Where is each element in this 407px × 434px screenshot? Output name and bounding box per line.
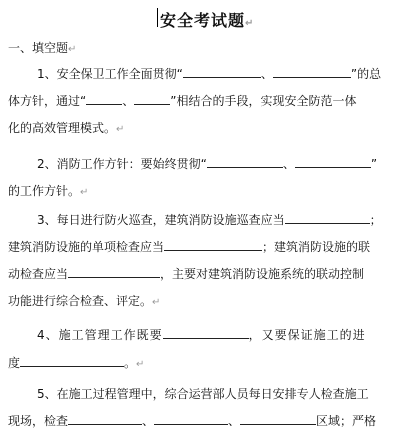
fill-blank[interactable]	[163, 327, 249, 339]
q1-text-a: 1、安全保卫工作全面贯彻“	[37, 67, 183, 81]
q4-line-1	[37, 327, 398, 343]
title-text: 安全考试题	[160, 11, 246, 30]
q3-text-f: ，主要对建筑消防设施系统的联动控制	[160, 267, 365, 281]
q3-text-c: 建筑消防设施的单项检查应当	[8, 240, 165, 254]
fill-blank[interactable]	[20, 355, 124, 367]
q3-line-3	[8, 266, 398, 282]
q4-line-2	[8, 355, 144, 373]
fill-blank[interactable]	[273, 66, 351, 78]
q3-text-b: ；	[369, 213, 382, 227]
q2-text-b: ”	[370, 157, 378, 171]
fill-blank[interactable]	[285, 212, 370, 224]
q4-text-c: 度	[8, 356, 21, 370]
page-title	[160, 8, 254, 31]
q1-separator: 、	[122, 94, 135, 108]
q3-text-e: 动检查应当	[8, 267, 69, 281]
q1-text-e: 化的高效管理模式。	[8, 121, 117, 135]
q2-text-c: 的工作方针。	[8, 184, 81, 198]
fill-blank[interactable]	[154, 413, 228, 425]
q5-separator: 、	[228, 414, 241, 428]
q5-text-b: 现场，检查	[8, 414, 69, 428]
q5-text-a: 5、在施工过程管理中，综合运营部人员每日安排专人检查施工	[37, 387, 369, 401]
q3-text-g: 功能进行综合检查、评定。	[8, 294, 153, 308]
fill-blank[interactable]	[86, 93, 122, 105]
q3-line-2	[8, 239, 398, 255]
q1-line-2	[8, 93, 398, 109]
q5-line-1	[37, 386, 369, 402]
q2-line-1	[37, 156, 398, 172]
q5-text-c: 区域；严格	[316, 414, 377, 428]
fill-blank[interactable]	[295, 156, 371, 168]
paragraph-mark-icon: ↵	[80, 187, 89, 198]
q2-text-a: 2、消防工作方针：要始终贯彻“	[37, 157, 207, 171]
section-heading	[8, 40, 76, 58]
text-cursor	[157, 8, 158, 27]
q4-text-a: 4、施工管理工作既要	[37, 328, 163, 342]
fill-blank[interactable]	[240, 413, 316, 425]
q1-line-1	[37, 66, 398, 82]
q1-separator: 、	[260, 67, 273, 81]
fill-blank[interactable]	[183, 66, 261, 78]
paragraph-mark-icon: ↵	[152, 297, 161, 308]
fill-blank[interactable]	[134, 93, 170, 105]
q5-separator: 、	[142, 414, 155, 428]
fill-blank[interactable]	[68, 413, 142, 425]
q1-text-d: ”相结合的手段，实现安全防范一体	[170, 94, 357, 108]
q3-line-1	[37, 212, 398, 228]
fill-blank[interactable]	[207, 156, 283, 168]
paragraph-mark-icon: ↵	[136, 359, 145, 370]
q2-line-2	[8, 183, 88, 201]
q4-text-d: 。	[124, 356, 137, 370]
section-heading-text: 一、填空题	[8, 41, 69, 55]
q1-line-3	[8, 120, 124, 138]
q3-text-a: 3、每日进行防火巡查，建筑消防设施巡查应当	[37, 213, 285, 227]
paragraph-mark-icon: ↵	[245, 18, 255, 29]
paragraph-mark-icon: ↵	[68, 44, 77, 55]
paragraph-mark-icon: ↵	[116, 124, 125, 135]
q4-text-b: ，又要保证施工的进	[248, 328, 366, 342]
q3-line-4	[8, 293, 160, 311]
q3-text-d: ；建筑消防设施的联	[262, 240, 371, 254]
q2-separator: 、	[282, 157, 295, 171]
q5-line-2	[8, 413, 376, 429]
fill-blank[interactable]	[68, 266, 160, 278]
q1-text-c: 体方针，通过“	[8, 94, 87, 108]
q1-text-b: ”的总	[350, 67, 382, 81]
fill-blank[interactable]	[164, 239, 262, 251]
